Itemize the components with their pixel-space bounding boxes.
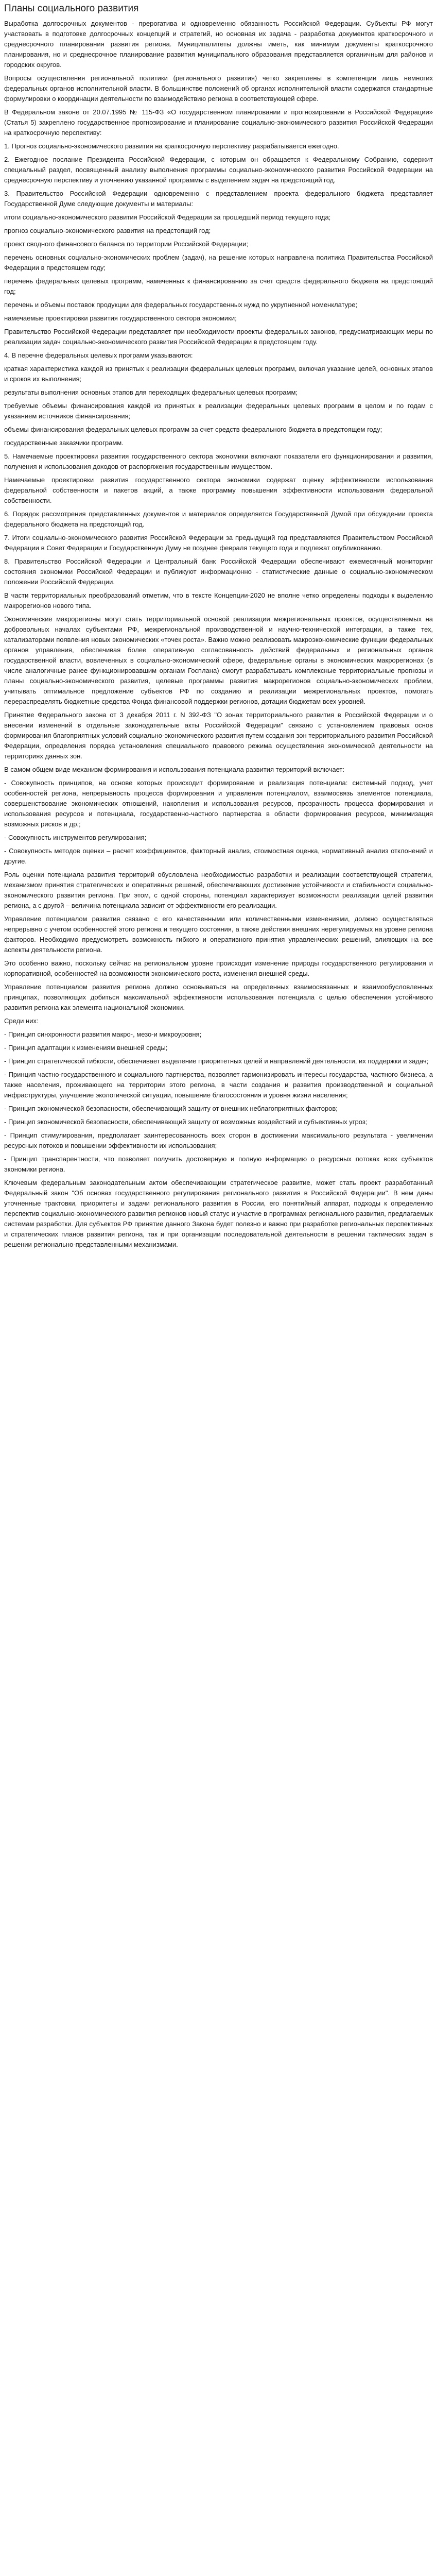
paragraph: Вопросы осуществления региональной политики (регионального развития) четко закреплены в компетенции лишь немногих федеральных органов исполнительной власти. В большинстве положений об органах исполнительной власти содержатся стандартные формулировки о координации деятельности по взаимодействию региона в соответствующей сфере. bbox=[4, 74, 433, 103]
paragraph: Экономические макрорегионы могут стать территориальной основой реализации межрегиональных проектов, осуществляемых на добровольных началах субъектами РФ, межрегиональной производственной и научно-технической интеграции, а также тех, катализаторами появления новых экономических «точек роста». Важно можно реализовать макроэкономические функции федеральных органов управления, обеспечивая более оперативную согласованность действий федеральных и региональных органов государственной власти, вовлеченных в социально-экономический сфере, федеральные органы в экономических макрорегионах (в числе аналогичные ранее функционировавшим органам Госплана) смогут разрабатывать комплексные территориальные прогнозы и планы социально-экономического развития, целевые программы развития макрорегионов социально-экономических проблем, учитывать оптимальное предложение субъектов РФ по созданию и реализации межрегиональных проектов, помогать перераспределять бюджетные средства Фонда финансовой поддержки регионов, дотации бюджетам всех уровней. bbox=[4, 615, 433, 705]
paragraph: 2. Ежегодное послание Президента Российской Федерации, с которым он обращается к Федеральному Собранию, содержит специальный раздел, посвященный анализу выполнения программы социально-экономического развития Российской Федерации на среднесрочную перспективу и уточнению указанной программы с выделением задач на предстоящий год. bbox=[4, 156, 433, 184]
paragraph: Принятие Федерального закона от 3 декабря 2011 г. N 392-ФЗ "О зонах территориального развития в Российской Федерации и о внесении изменений в отдельные законодательные акты Российской Федерации" связано с установлением правовых основ формирования благоприятных условий социально-экономического развития путем создания зон территориального развития Российской Федерации, определения порядка установления специального правового режима осуществления экономической деятельности на территориях данных зон. bbox=[4, 711, 433, 760]
paragraph: 5. Намечаемые проектировки развития государственного сектора экономики включают показатели его функционирования и развития, получения и использования доходов от распоряжения государственным имуществом. bbox=[4, 452, 433, 470]
paragraph: - Принцип синхронности развития макро-, мезо-и микроуровня; bbox=[4, 1030, 202, 1038]
paragraph: - Совокупность инструментов регулирования; bbox=[4, 834, 147, 841]
paragraph: В самом общем виде механизм формирования и использования потенциала развития территорий включает: bbox=[4, 766, 344, 773]
paragraph: 6. Порядок рассмотрения представленных документов и материалов определяется Государственной Думой при обсуждении проекта федерального бюджета на предстоящий год. bbox=[4, 510, 433, 528]
paragraph: 8. Правительство Российской Федерации и Центральный банк Российской Федерации обеспечивают ежемесячный мониторинг состояния экономики Российской Федерации и публикуют информационно - статистические данные о социально-экономическом положении Российской Федерации. bbox=[4, 557, 433, 586]
paragraph: Это особенно важно, поскольку сейчас на региональном уровне происходит изменение природы государственного регулирования и корпоративной, особенностей на возможности экономического роста, изменения внешней среды. bbox=[4, 959, 433, 977]
paragraph: - Принцип стратегической гибкости, обеспечивает выделение приоритетных целей и направлений деятельности, их поддержки и задач; bbox=[4, 1057, 429, 1065]
article-body bbox=[4, 19, 433, 1250]
paragraph: - Принцип экономической безопасности, обеспечивающий защиту от возможных воздействий и субъективных угроз; bbox=[4, 1118, 368, 1126]
paragraph: Ключевым федеральным законодательным актом обеспечивающим стратегическое развитие, может стать проект разработанный Федеральный закон "Об основах государственного регулирования регионального развития в Российской Федерации". В нем даны уточненные трактовки, приоритеты и задачи регионального развития в России, его понятийный аппарат, подходы к определению перспектив социально-экономического развития регионов новый статус и участие в программах регионального развития, предлагаемых системам разработки. Для субъектов РФ принятие данного Закона будет полезно и важно при разработке региональных перспективных и стратегических планов развития региона, так и при организации последовательной деятельности в решении тактических задач в решении регионально-представленными механизмами. bbox=[4, 1179, 433, 1248]
paragraph: Выработка долгосрочных документов - прерогатива и одновременно обязанность Российской Федерации. Субъекты РФ могут участвовать в подготовке долгосрочных концепций и стратегий, но основная их задача - разработка документов краткосрочного и среднесрочного планирования развития региона. Муниципалитеты должны иметь, как минимум документы краткосрочного планирования, но и среднесрочное планирование развития муниципального образования представляется органичным для районов и городских округов. bbox=[4, 20, 433, 69]
paragraph: объемы финансирования федеральных целевых программ за счет средств федерального бюджета в предстоящем году; bbox=[4, 426, 382, 433]
paragraph: Среди них: bbox=[4, 1017, 39, 1025]
paragraph: - Принцип стимулирования, предполагает заинтересованность всех сторон в достижении максимального результата - увеличении ресурсных потоков и повышении эффективности их использования; bbox=[4, 1131, 433, 1149]
paragraph: В Федеральном законе от 20.07.1995 № 115-ФЗ «О государственном планировании и прогнозировании в Российской Федерации» (Статья 5) закреплено государственное прогнозирование и планирование социально-экономического развития Российской Федерации на краткосрочную перспективу: bbox=[4, 108, 433, 137]
paragraph: перечень и объемы поставок продукции для федеральных государственных нужд по укрупненной номенклатуре; bbox=[4, 301, 358, 309]
paragraph: государственные заказчики программ. bbox=[4, 439, 124, 447]
paragraph: Управление потенциалом развития связано с его качественными или количественными изменениями, должно осуществляться непрерывно с учетом особенностей этого региона и текущего состояния, а также действия внешних нерегулируемых на уровне региона факторов. Необходимо предусмотреть возможность гибкого и оперативного принятия управленческих решений, влияющих на все аспекты деятельности региона. bbox=[4, 915, 433, 954]
paragraph: - Совокупность методов оценки – расчет коэффициентов, факторный анализ, стоимостная оценка, нормативный анализ отклонений и другие. bbox=[4, 847, 433, 865]
paragraph: прогноз социально-экономического развития на предстоящий год; bbox=[4, 227, 211, 234]
paragraph: 1. Прогноз социально-экономического развития на краткосрочную перспективу разрабатывается ежегодно. bbox=[4, 142, 339, 150]
paragraph: В части территориальных преобразований отметим, что в тексте Концепции-2020 не вполне четко определены подходы к выделению макрорегионов нового типа. bbox=[4, 591, 433, 609]
paragraph: требуемые объемы финансирования каждой из принятых к реализации федеральных целевых программ в целом и по годам с указанием источников финансирования; bbox=[4, 402, 433, 420]
paragraph: Роль оценки потенциала развития территорий обусловлена необходимостью разработки и реализации соответствующей стратегии, механизмом принятия стратегических и оперативных решений, обеспечивающих достижение устойчивости и стабильности социально-экономического развития региона. При этом, с одной стороны, потенциал характеризует возможности реализации целей развития региона, а с другой – величина потенциала зависит от эффективности его реализации. bbox=[4, 871, 433, 909]
paragraph: - Принцип частно-государственного и социального партнерства, позволяет гармонизировать интересы государства, частного бизнеса, а также населения, проживающего на территории этого региона, в части создания и развития производственной и социальной инфраструктуры, улучшение экологической ситуации, повышение благосостояния и уровня жизни населения; bbox=[4, 1071, 433, 1099]
paragraph: - Принцип экономической безопасности, обеспечивающий защиту от внешних неблагоприятных факторов; bbox=[4, 1105, 338, 1112]
paragraph: намечаемые проектировки развития государственного сектора экономики; bbox=[4, 314, 237, 322]
page-title: Планы социального развития bbox=[4, 3, 139, 14]
paragraph: Правительство Российской Федерации представляет при необходимости проекты федеральных законов, предусматривающих меры по реализации задач социально-экономического развития Российской Федерации в предстоящем году. bbox=[4, 328, 433, 346]
paragraph: итоги социально-экономического развития Российской Федерации за прошедший период текущего года; bbox=[4, 213, 331, 221]
paragraph: - Принцип адаптации к изменениям внешней среды; bbox=[4, 1044, 168, 1052]
paragraph: результаты выполнения основных этапов для переходящих федеральных целевых программ; bbox=[4, 388, 298, 396]
paragraph: - Совокупность принципов, на основе которых происходит формирование и реализация потенциала: системный подход, учет особенностей региона, непрерывность процесса формирования и управления потенциалом, взаимосвязь элементов потенциала, совершенствование экономических отношений, накопления и использования ресурсов, прозрачность процесса формирования и использования ресурсов и потенциала, государственно-частного партнерства в области формирования ресурсов, минимизация возможных рисков и др.; bbox=[4, 779, 433, 828]
paragraph: Намечаемые проектировки развития государственного сектора экономики содержат оценку эффективности использования федеральной собственности и пакетов акций, а также программу повышения эффективности использования федеральной собственности. bbox=[4, 476, 433, 504]
paragraph: 3. Правительство Российской Федерации одновременно с представлением проекта федерального бюджета представляет Государственной Думе следующие документы и материалы: bbox=[4, 190, 433, 208]
paragraph: - Принцип транспарентности, что позволяет получить достоверную и полную информацию о ресурсных потоках всех субъектов экономики региона. bbox=[4, 1155, 433, 1173]
paragraph: перечень федеральных целевых программ, намеченных к финансированию за счет средств федерального бюджета на предстоящий год; bbox=[4, 277, 433, 295]
paragraph: перечень основных социально-экономических проблем (задач), на решение которых направлена политика Правительства Российской Федерации в предстоящем году; bbox=[4, 253, 433, 272]
paragraph: 4. В перечне федеральных целевых программ указываются: bbox=[4, 351, 193, 359]
paragraph: краткая характеристика каждой из принятых к реализации федеральных целевых программ, включая указание целей, основных этапов и сроков их выполнения; bbox=[4, 365, 433, 383]
paragraph: проект сводного финансового баланса по территории Российской Федерации; bbox=[4, 240, 249, 248]
paragraph: Управление потенциалом развития региона должно основываться на определенных взаимосвязанных и взаимообусловленных принципах, позволяющих добиться максимальной эффективности использования потенциала с целью обеспечения устойчивого развития региона как элемента национальной экономики. bbox=[4, 983, 433, 1011]
paragraph: 7. Итоги социально-экономического развития Российской Федерации за предыдущий год представляются Правительством Российской Федерации в Совет Федерации и Государственную Думу не позднее февраля текущего года и подлежат опубликованию. bbox=[4, 534, 433, 552]
